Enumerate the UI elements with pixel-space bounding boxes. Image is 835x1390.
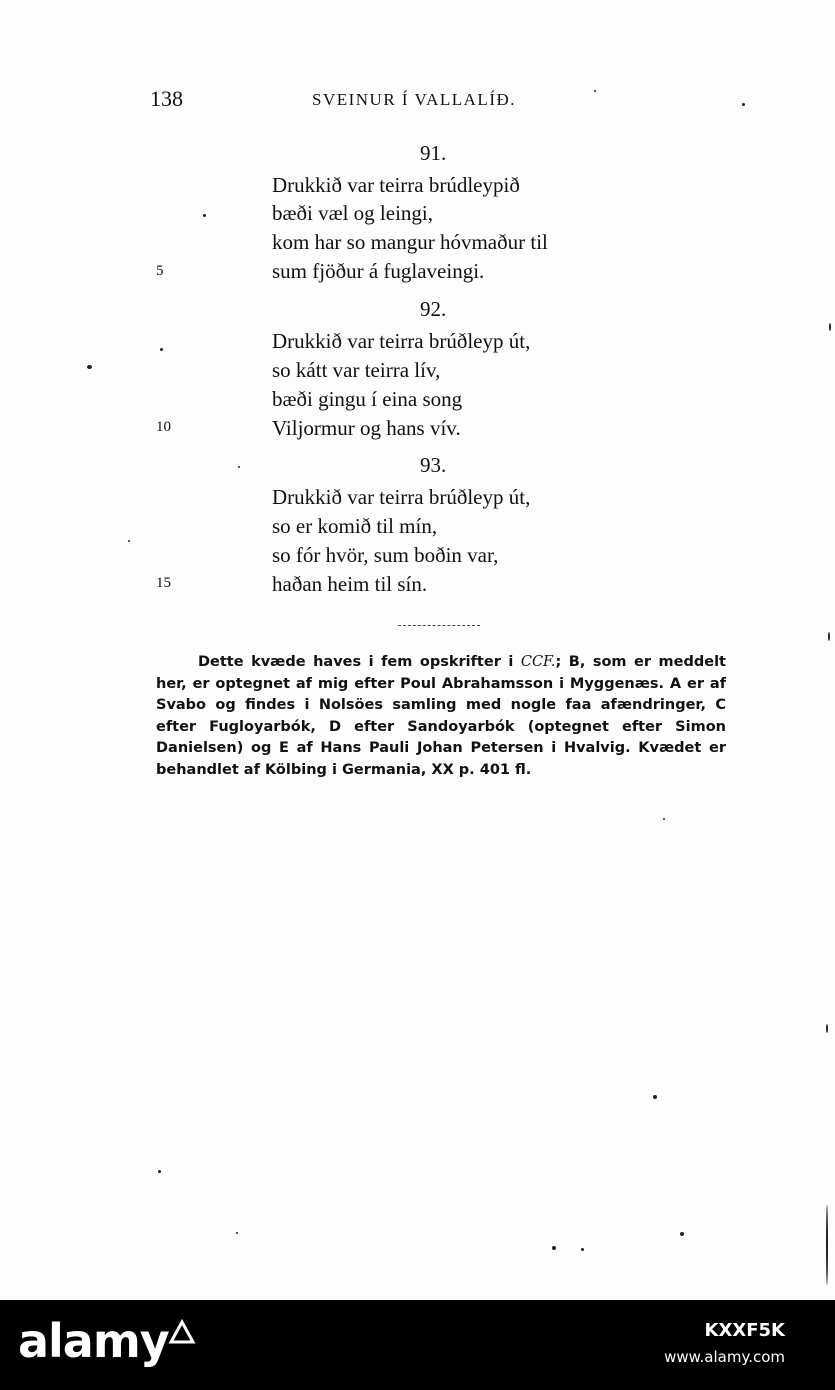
scan-speck [594,90,596,92]
scan-speck [158,1170,161,1173]
image-id: KXXF5K [704,1320,785,1341]
scan-speck [128,540,130,542]
line-number: 5 [156,263,164,279]
stanza-number: 92. [420,297,447,321]
scan-speck [653,1095,657,1099]
page-header [0,86,835,116]
verse-line: so er komið til mín, [272,514,438,538]
page-number: 138 [150,86,183,111]
scan-speck [160,348,163,351]
verse-line: kom har so mangur hóvmaður til [272,230,548,254]
stanza-number: 93. [420,453,447,477]
scan-speck [826,1205,828,1285]
note-text-start: Dette kvæde haves i fem opskrifter i [198,654,521,670]
watermark-footer [0,1300,835,1390]
verse-line: so fór hvör, sum boðin var, [272,543,499,567]
verse-line: Drukkið var teirra brúdleypið [272,173,520,197]
scan-speck [203,214,206,217]
scan-speck [87,365,92,369]
verse-line: Drukkið var teirra brúðleyp út, [272,329,531,353]
site-url: www.alamy.com [664,1348,785,1366]
brand-logo: alamy [18,1314,169,1368]
verse-line: Viljormur og hans vív. [272,416,461,440]
scan-speck [236,1232,238,1234]
verse-line: so kátt var teirra lív, [272,358,441,382]
brand-mark-icon [168,1318,196,1346]
note-text-rest: ; B, som er meddelt her, er optegnet af mig efter Poul Abrahamsson i Myggenæs. A er af Svabo og findes i Nolsöes samling med nogle faa afændringer, C efter Fugloyarbók, D efter Sandoyarbók (optegnet efter Simon Danielsen) og E af Hans Pauli Johan Petersen i Hvalvig. Kvædet er behandlet af Kölbing i Germania, XX p. 401 fl. [156,654,726,778]
stanza-number: 91. [420,141,447,165]
verse-line: bæði væl og leingi, [272,201,434,225]
verse-line: sum fjöður á fuglaveingi. [272,259,485,283]
verse-line: bæði gingu í eina song [272,387,463,411]
scan-speck [826,1024,828,1033]
line-number: 15 [156,575,171,591]
scan-speck [663,818,665,820]
running-title: SVEINUR Í VALLALÍÐ. [312,90,517,109]
verse-line: Drukkið var teirra brúðleyp út, [272,485,531,509]
editorial-note [156,652,726,781]
source-abbreviation: CCF. [520,654,556,670]
verse-line: haðan heim til sín. [272,572,428,596]
scan-speck [680,1232,684,1236]
section-divider [398,625,480,627]
line-number: 10 [156,419,171,435]
scan-speck [552,1246,556,1250]
scan-speck [742,103,745,106]
scan-speck [828,632,830,641]
scan-speck [829,323,831,331]
scan-speck [581,1248,584,1251]
scan-speck [238,466,240,468]
